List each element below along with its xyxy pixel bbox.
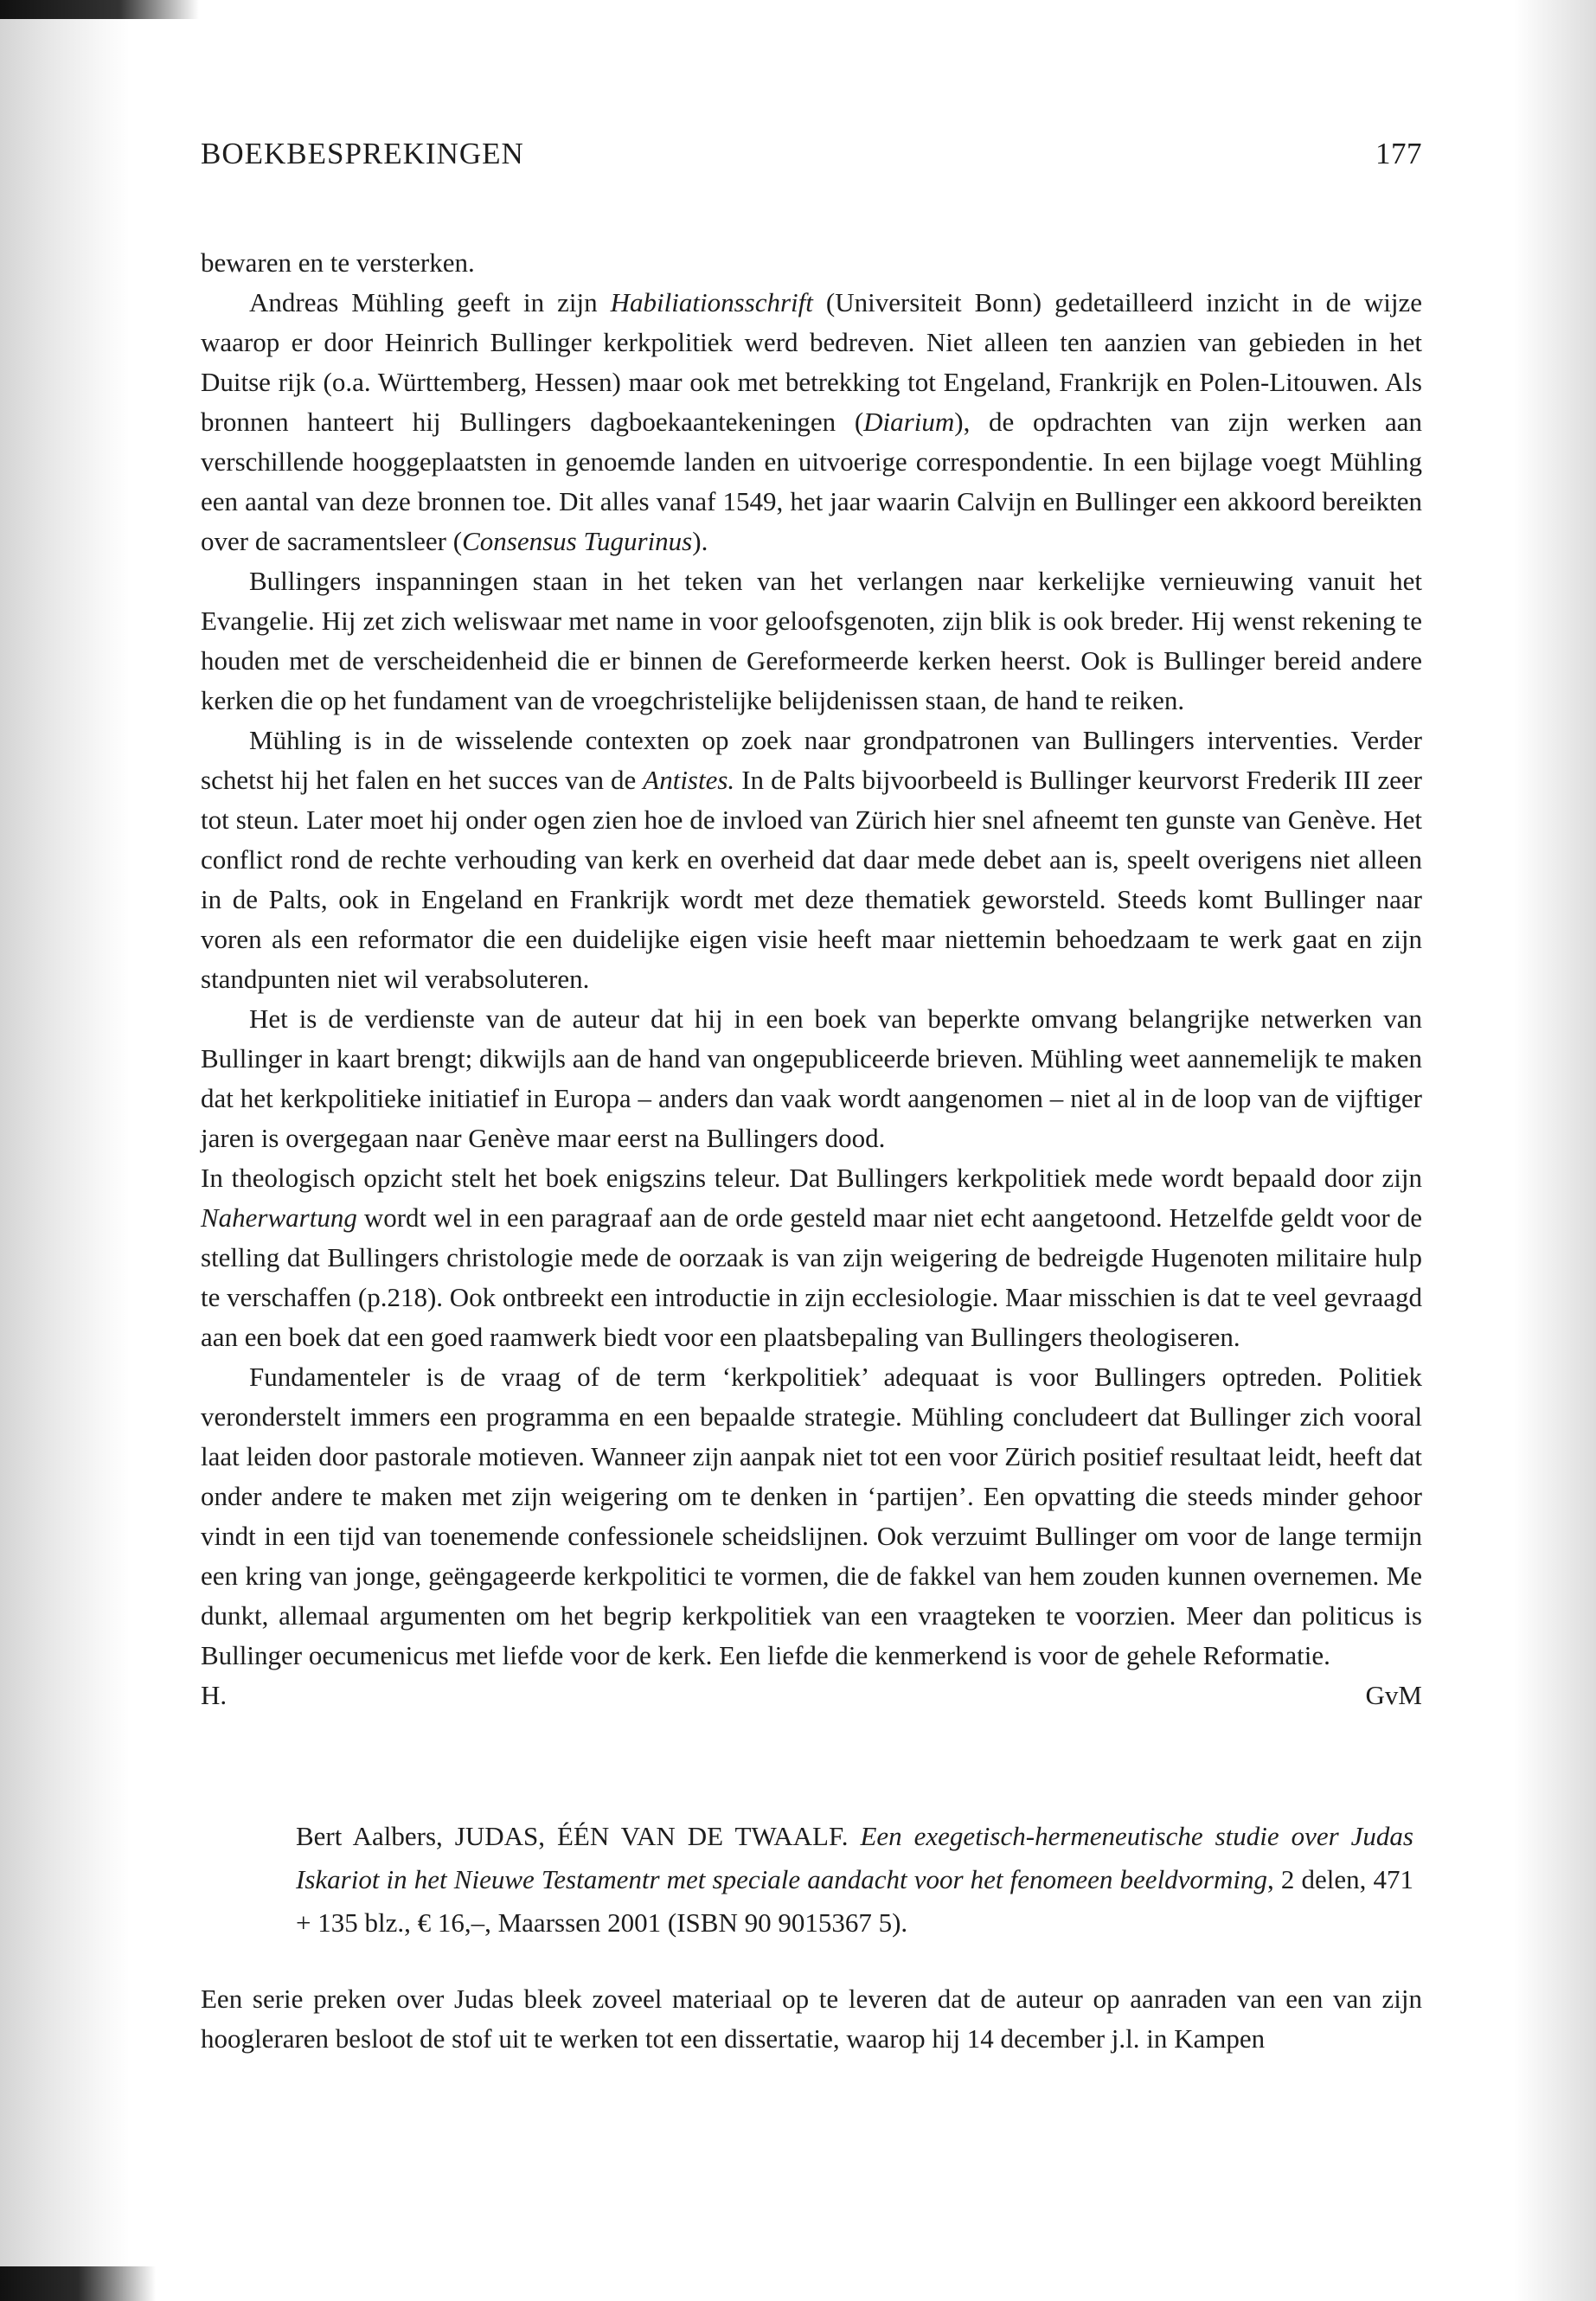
paragraph bbox=[201, 1357, 1422, 1676]
book-citation bbox=[296, 1815, 1413, 1945]
paragraph bbox=[201, 1158, 1422, 1357]
signature-initials: GvM bbox=[1365, 1680, 1422, 1710]
book-page bbox=[201, 134, 1422, 2059]
signature-place: H. bbox=[201, 1680, 228, 1710]
text-run: wordt wel in een paragraaf aan de orde gesteld maar niet echt aangetoond. Hetzelfde geldt voor de stelling dat Bullingers christologie mede de oorzaak is van zijn weigering de bedreigde Hugenoten militaire hulp te verschaffen (p.218). Ook ontbreekt een introductie in zijn ecclesiologie. Maar misschien is dat te veel gevraagd aan een boek dat een goed raamwerk biedt voor een plaatsbepaling van Bullingers theologiseren. bbox=[201, 1202, 1422, 1352]
review-1-body bbox=[201, 243, 1422, 1676]
section-title: BOEKBESPREKINGEN bbox=[201, 137, 524, 170]
text-run: bewaren en te versterken. bbox=[201, 247, 475, 278]
text-run: Andreas Mühling geeft in zijn bbox=[249, 287, 611, 317]
paragraph: Een serie preken over Judas bleek zoveel materiaal op te leveren dat de auteur op aanraden van een van zijn hoogleraren besloot de stof uit te werken tot een dissertatie, waarop hij 14 december j.l. in Kampen bbox=[201, 1984, 1422, 2054]
text-run: , 2 delen, 471 + 135 blz., € 16,–, Maarssen 2001 (ISBN 90 9015367 5). bbox=[296, 1864, 1414, 1938]
text-run: Het is de verdienste van de auteur dat hij in een boek van beperkte omvang belangrijke netwerken van Bullinger in kaart brengt; dikwijls aan de hand van ongepubliceerde brieven. Mühling weet aannemelijk te maken dat het kerkpolitieke initiatief in Europa – anders dan vaak wordt aangenomen – niet al in de loop van de vijftiger jaren is overgegaan naar Genève maar eerst na Bullingers dood. bbox=[201, 1003, 1422, 1153]
paragraph bbox=[201, 243, 1422, 283]
scan-corner-top bbox=[0, 0, 199, 19]
paragraph bbox=[201, 999, 1422, 1158]
italic-text: Habiliationsschrift bbox=[610, 287, 813, 317]
review-2 bbox=[201, 1815, 1422, 1945]
text-run: In theologisch opzicht stelt het boek enigszins teleur. Dat Bullingers kerkpolitiek mede wordt bepaald door zijn bbox=[201, 1163, 1422, 1193]
italic-text: Een exegetisch-hermeneutische studie over Judas Iskariot in het Nieuwe Testamentr met speciale aandacht voor het fenomeen beeldvorming bbox=[296, 1821, 1413, 1894]
scan-shadow-right bbox=[1514, 0, 1596, 2301]
running-header bbox=[201, 134, 1422, 195]
text-run: ). bbox=[692, 526, 708, 556]
review-2-body bbox=[201, 1979, 1422, 2059]
text-run: Fundamenteler is de vraag of de term ‘kerkpolitiek’ adequaat is voor Bullingers optreden. Politiek veronderstelt immers een programma en een bepaalde strategie. Mühling concludeert dat Bullinger zich vooral laat leiden door pastorale motieven. Wanneer zijn aanpak niet tot een voor Zürich positief resultaat leidt, heeft dat onder andere te maken met zijn weigering om te denken in ‘partijen’. Een opvatting die steeds minder gehoor vindt in een tijd van toenemende confessionele scheidslijnen. Ook verzuimt Bullinger om voor de lange termijn een kring van jonge, geëngageerde kerkpolitici te vormen, die de fakkel van hem zouden kunnen overnemen. Me dunkt, allemaal argumenten om het begrip kerkpolitiek van een vraagteken te voorzien. Meer dan politicus is Bullinger oecumenicus met liefde voor de kerk. Een liefde die kenmerkend is voor de gehele Reformatie. bbox=[201, 1362, 1422, 1670]
italic-text: Antistes. bbox=[643, 765, 735, 795]
text-run: (Universiteit Bonn) gedetailleerd inzicht in de wijze waarop er door Heinrich Bullinger kerkpolitiek werd bedreven. Niet alleen ten aanzien van gebieden in het Duitse rijk (o.a. Württemberg, Hessen) maar ook met betrekking tot Engeland, Frankrijk en Polen-Litouwen. Als bronnen hanteert hij Bullingers dagboekaantekeningen ( bbox=[201, 287, 1422, 437]
review-1-signature bbox=[201, 1676, 1422, 1715]
text-run: Mühling is in de wisselende contexten op zoek naar grondpatronen van Bullingers interventies. Verder schetst hij het falen en het succes van de bbox=[201, 725, 1422, 795]
page-number: 177 bbox=[1375, 137, 1422, 170]
scan-corner-bottom bbox=[0, 2266, 156, 2301]
paragraph bbox=[201, 283, 1422, 561]
italic-text: Naherwartung bbox=[201, 1202, 357, 1233]
text-run: Bullingers inspanningen staan in het teken van het verlangen naar kerkelijke vernieuwing vanuit het Evangelie. Hij zet zich weliswaar met name in voor geloofsgenoten, zijn blik is ook breder. Hij wenst rekening te houden met de verscheidenheid die er binnen de Gereformeerde kerken heerst. Ook is Bullinger bereid andere kerken die op het fundament van de vroegchristelijke belijdenissen staan, de hand te reiken. bbox=[201, 566, 1422, 715]
italic-text: Consensus Tugurinus bbox=[462, 526, 693, 556]
scan-shadow-left bbox=[0, 0, 130, 2301]
text-run: Bert Aalbers, JUDAS, ÉÉN VAN DE TWAALF. bbox=[296, 1821, 861, 1851]
paragraph bbox=[201, 721, 1422, 999]
text-run: In de Palts bijvoorbeeld is Bullinger keurvorst Frederik III zeer tot steun. Later moet hij onder ogen zien hoe de invloed van Zürich hier snel afneemt ten gunste van Genève. Het conflict rond de rechte verhouding van kerk en overheid dat daar mede debet aan is, speelt overigens niet alleen in de Palts, ook in Engeland en Frankrijk wordt met deze thematiek geworsteld. Steeds komt Bullinger naar voren als een reformator die een duidelijke eigen visie heeft maar niettemin behoedzaam te werk gaat en zijn standpunten niet wil verabsoluteren. bbox=[201, 765, 1422, 994]
paragraph bbox=[201, 561, 1422, 721]
italic-text: Diarium bbox=[863, 407, 955, 437]
text-run: ), de opdrachten van zijn werken aan verschillende hooggeplaatsten in genoemde landen en uitvoerige correspondentie. In een bijlage voegt Mühling een aantal van deze bronnen toe. Dit alles vanaf 1549, het jaar waarin Calvijn en Bullinger een akkoord bereikten over de sacramentsleer ( bbox=[201, 407, 1422, 556]
